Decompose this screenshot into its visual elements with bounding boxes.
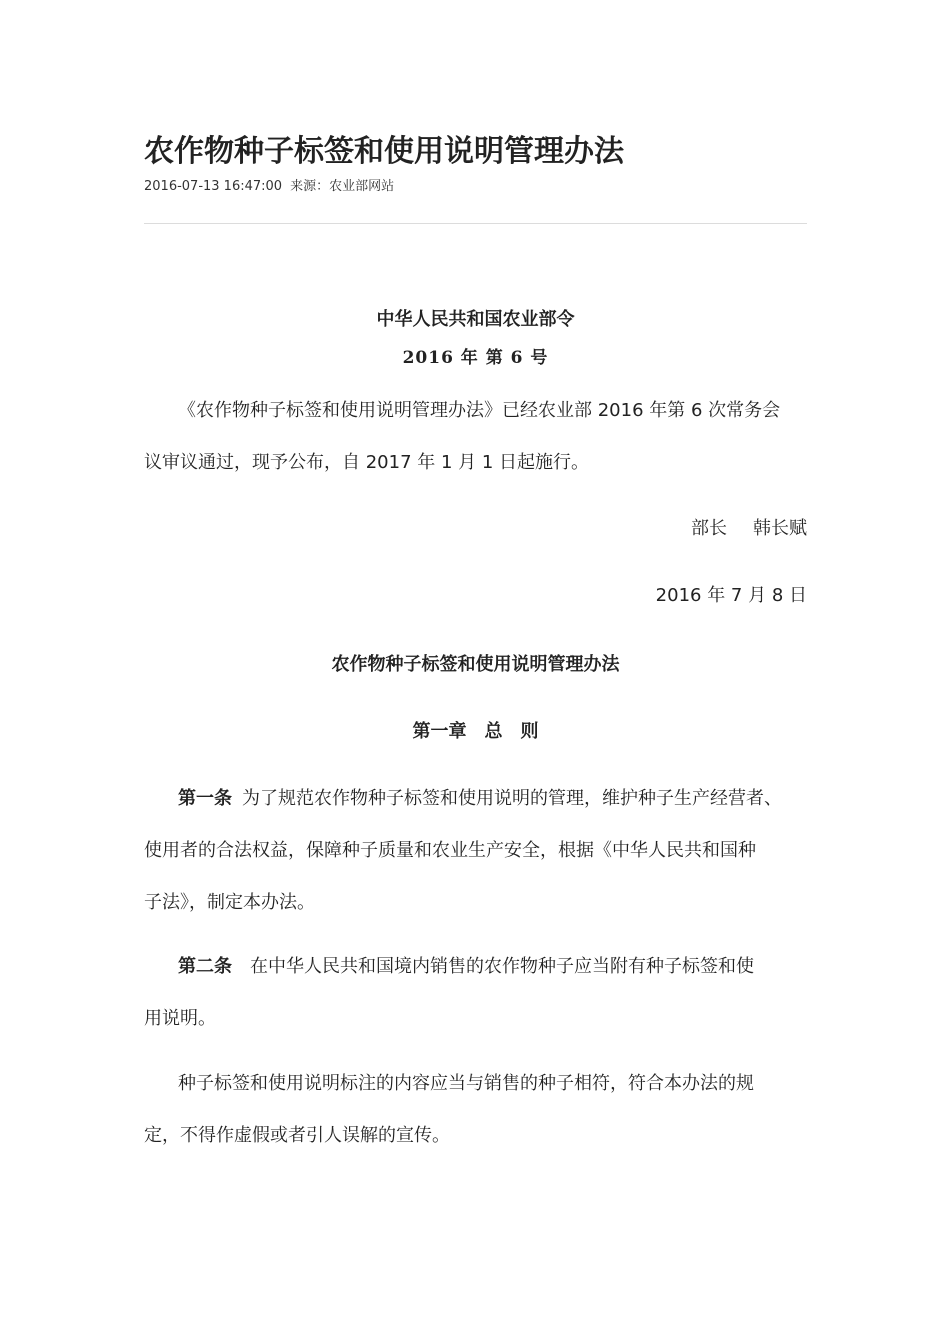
article-2-line-1 [144, 941, 807, 993]
announcement-line-1: 《农作物种子标签和使用说明管理办法》已经农业部 2016 年第 6 次常务会 [178, 400, 781, 421]
order-issuer: 中华人民共和国农业部令 [376, 309, 575, 330]
order-date: 2016 年 7 月 8 日 [655, 585, 807, 606]
article-1-line-1 [144, 773, 807, 825]
publish-time: 2016-07-13 16:47:00 [144, 179, 283, 194]
article-1 [144, 773, 807, 929]
article-1-text-1: 为了规范农作物种子标签和使用说明的管理，维护种子生产经营者、 [242, 788, 782, 809]
article-source: 来源：农业部网站 [290, 179, 395, 194]
order-number: 2016 年 第 6 号 [402, 348, 549, 368]
minister-signature [144, 516, 807, 542]
article-2-label: 第二条 [178, 956, 232, 977]
article-2-paragraph-2 [144, 1058, 807, 1162]
minister-title: 部长 [691, 518, 727, 539]
title-divider [144, 223, 807, 224]
minister-name: 韩长赋 [753, 518, 807, 539]
article-2-p2-line-1: 种子标签和使用说明标注的内容应当与销售的种子相符，符合本办法的规 [178, 1073, 754, 1094]
article-1-line-3: 子法》，制定本办法。 [144, 892, 315, 913]
law-title: 农作物种子标签和使用说明管理办法 [331, 654, 620, 675]
article-2 [144, 941, 807, 1045]
announcement-paragraph [144, 385, 807, 489]
article-2-p2-line-2: 定，不得作虚假或者引人误解的宣传。 [144, 1125, 450, 1146]
chapter-title: 第一章 总 则 [412, 721, 539, 742]
announcement-line-2: 议审议通过，现予公布，自 2017 年 1 月 1 日起施行。 [144, 452, 590, 473]
article-1-label: 第一条 [178, 788, 232, 809]
article-1-line-2: 使用者的合法权益，保障种子质量和农业生产安全，根据《中华人民共和国种 [144, 840, 756, 861]
article-2-line-2: 用说明。 [144, 1008, 216, 1029]
article-title: 农作物种子标签和使用说明管理办法 [144, 134, 624, 169]
article-meta [144, 178, 394, 196]
article-2-text-1: 在中华人民共和国境内销售的农作物种子应当附有种子标签和使 [250, 956, 754, 977]
